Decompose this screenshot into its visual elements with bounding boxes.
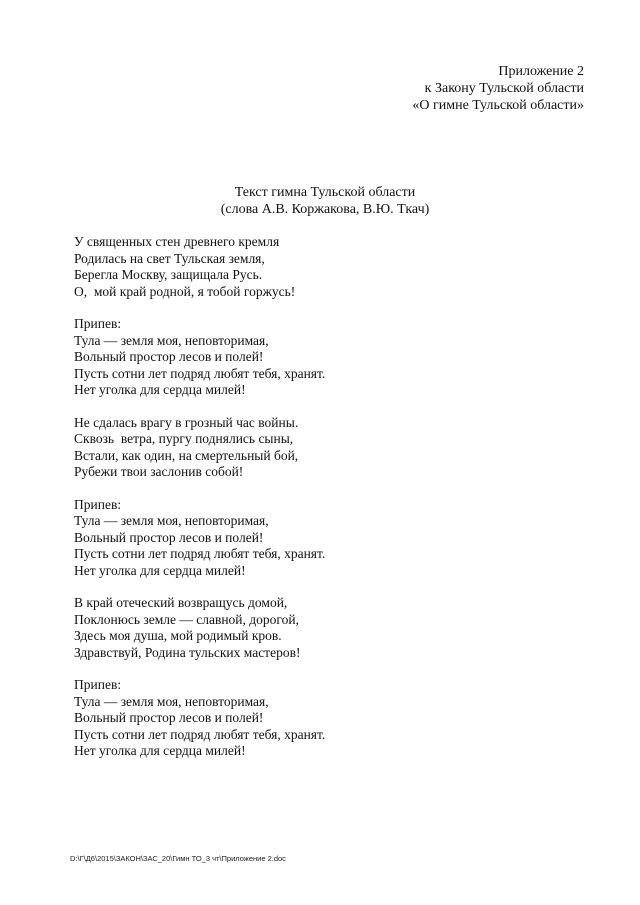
poem-line: Припев: — [74, 496, 122, 512]
poem-line: Встали, как один, на смертельный бой, — [74, 447, 299, 463]
appendix-law-ref: к Закону Тульской области — [424, 81, 584, 96]
poem-line: Вольный простор лесов и полей! — [74, 349, 264, 364]
poem-line: Припев: — [74, 316, 122, 331]
poem-line: Поклонюсь земле — славной, дорогой, — [74, 611, 299, 627]
appendix-number: Приложение 2 — [498, 64, 584, 79]
poem-line: О, мой край родной, я тобой горжусь! — [74, 283, 296, 299]
anthem-text — [74, 234, 325, 760]
poem-line: Пусть сотни лет подряд любят тебя, хранят. — [74, 365, 326, 381]
poem-line: Рубежи твои заслонив собой! — [74, 464, 244, 479]
poem-line: Нет уголка для сердца милей! — [74, 743, 246, 758]
poem-line: Сквозь ветра, пургу поднялись сыны, — [74, 431, 294, 446]
file-path-footer: D:\Г\Д6\2015\ЗАКОН\ЗАС_20\Гимн ТО_3 чт\Приложение 2.doc — [70, 854, 286, 863]
poem-line: Нет уголка для сердца милей! — [74, 562, 246, 578]
poem-line: Здравствуй, Родина тульских мастеров! — [74, 644, 301, 660]
appendix-law-title: «О гимне Тульской области» — [412, 98, 584, 113]
verse-stanza — [74, 234, 325, 300]
poem-line: Нет уголка для сердца милей! — [74, 382, 246, 397]
poem-line: Здесь моя душа, мой родимый кров. — [74, 628, 282, 643]
poem-line: Вольный простор лесов и полей! — [74, 529, 264, 545]
poem-line: Пусть сотни лет подряд любят тебя, хранят. — [74, 546, 326, 561]
title-authors: (слова А.В. Коржакова, В.Ю. Ткач) — [220, 202, 430, 217]
poem-line: Родилась на свет Тульская земля, — [74, 250, 265, 266]
poem-line: Тула — земля моя, неповторимая, — [74, 693, 269, 709]
poem-line: Вольный простор лесов и полей! — [74, 710, 264, 725]
verse-stanza — [74, 595, 325, 661]
document-title — [0, 184, 640, 218]
chorus-stanza — [74, 316, 325, 399]
verse-stanza — [74, 415, 325, 481]
poem-line: У священных стен древнего кремля — [74, 234, 280, 249]
poem-line: Не сдалась врагу в грозный час войны. — [74, 414, 299, 430]
poem-line: Тула — земля моя, неповторимая, — [74, 513, 269, 528]
appendix-header — [412, 63, 584, 114]
chorus-stanza — [74, 677, 325, 760]
poem-line: В край отеческий возвращусь домой, — [74, 595, 288, 610]
poem-line: Припев: — [74, 677, 122, 692]
chorus-stanza — [74, 497, 325, 580]
poem-line: Пусть сотни лет подряд любят тебя, хранят. — [74, 726, 326, 742]
title-main: Текст гимна Тульской области — [234, 185, 416, 200]
poem-line: Тула — земля моя, неповторимая, — [74, 332, 269, 348]
poem-line: Берегла Москву, защищала Русь. — [74, 267, 263, 282]
